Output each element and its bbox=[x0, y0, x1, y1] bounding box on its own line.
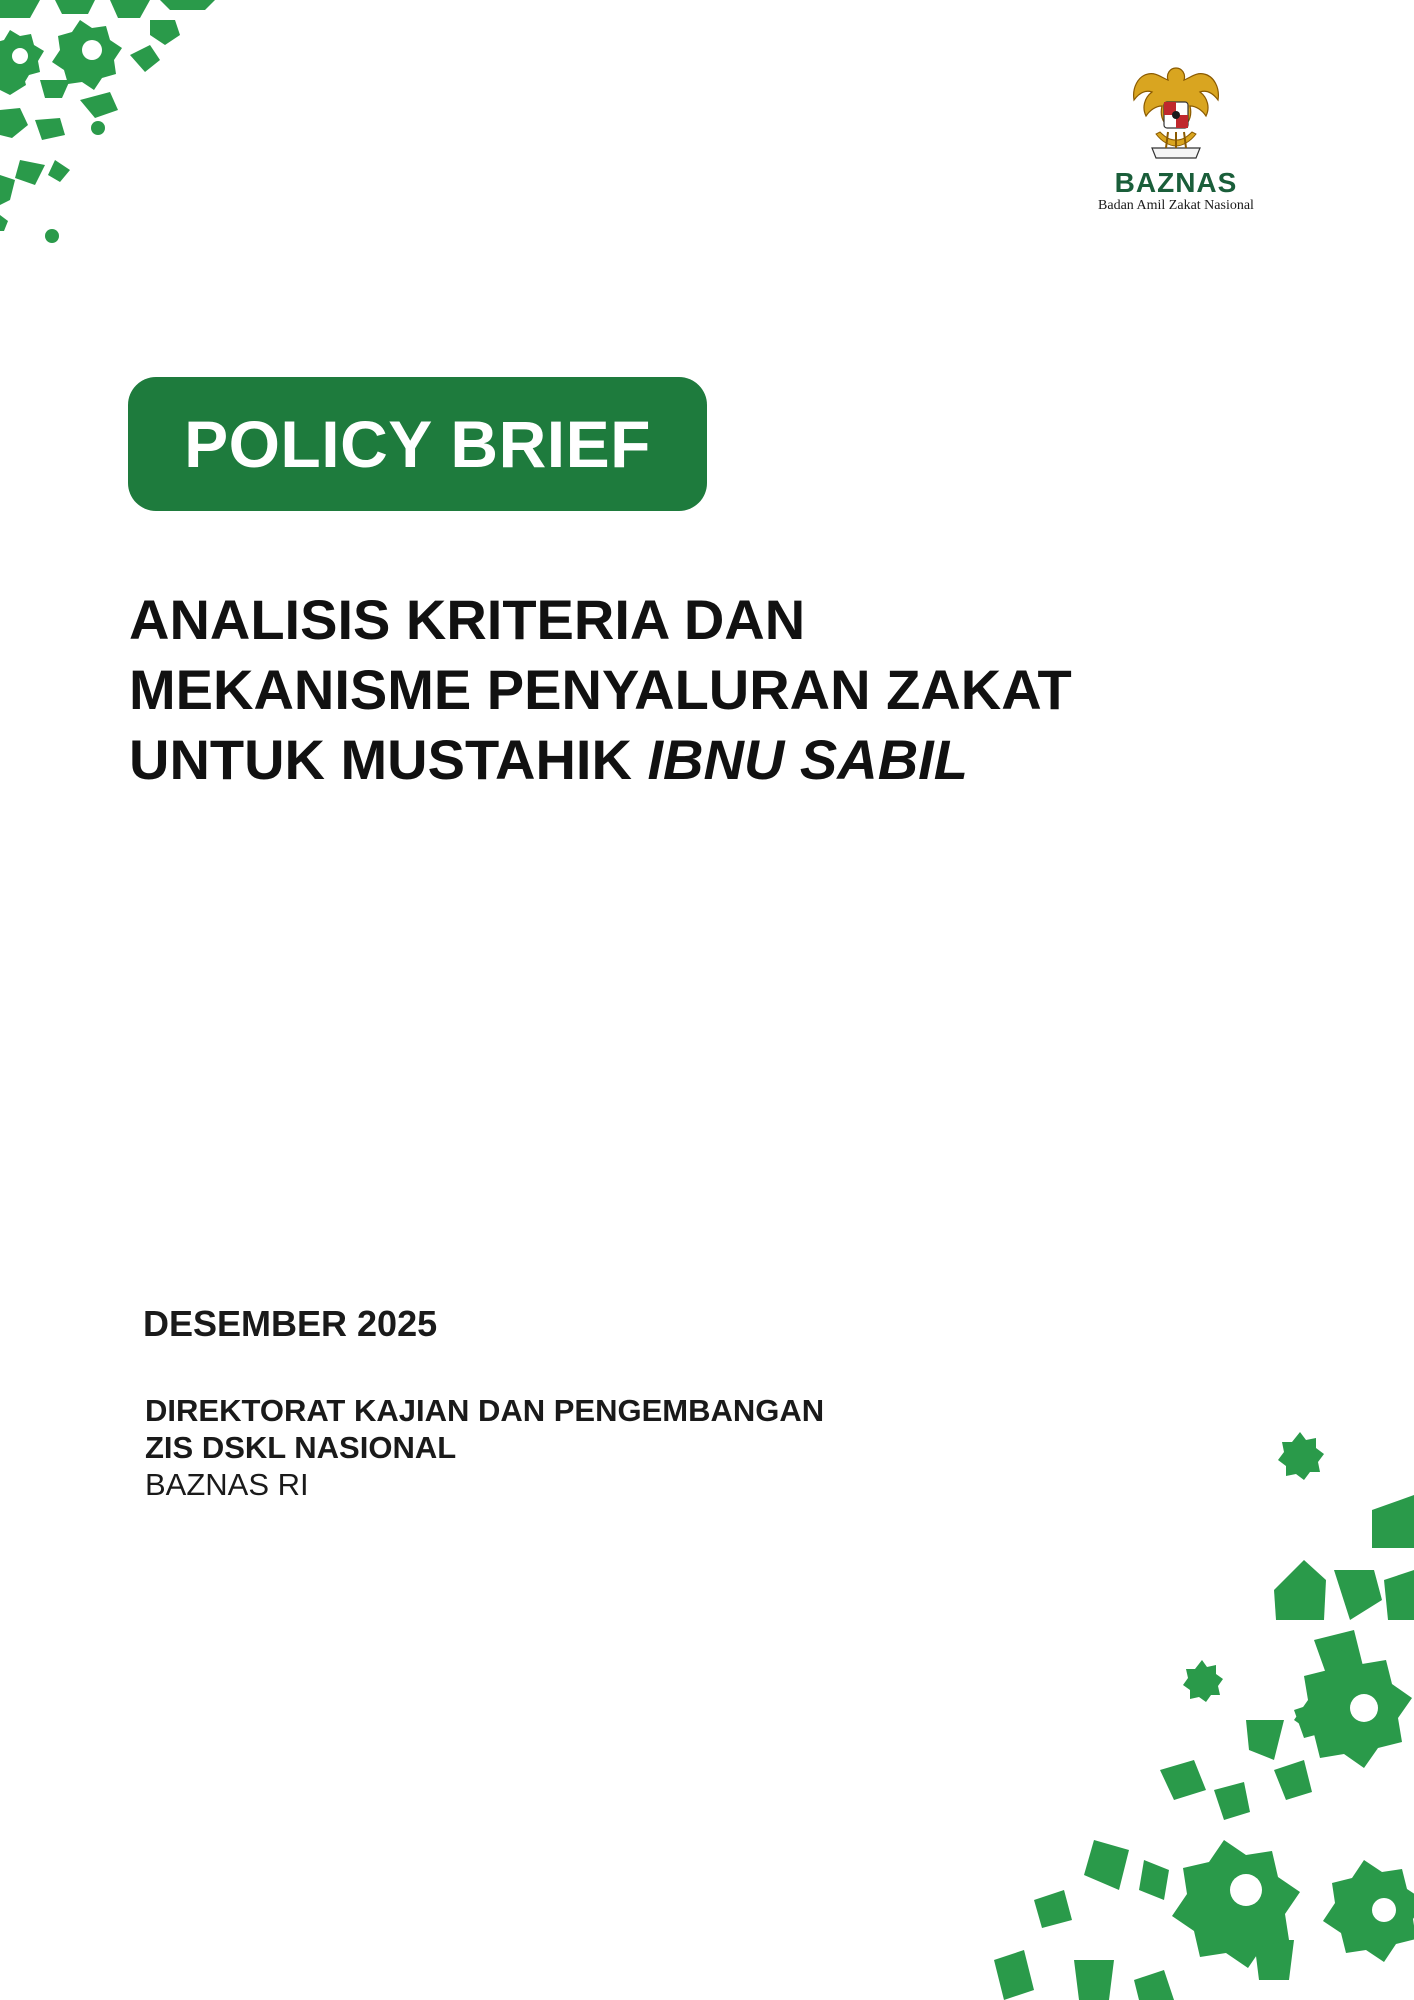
islamic-pattern-icon bbox=[0, 0, 230, 250]
org-name: BAZNAS bbox=[1114, 167, 1238, 198]
publisher-block bbox=[145, 1392, 824, 1503]
publisher-line-3: BAZNAS RI bbox=[145, 1467, 309, 1502]
publication-date: DESEMBER 2025 bbox=[143, 1303, 438, 1344]
publisher-line-1: DIREKTORAT KAJIAN DAN PENGEMBANGAN bbox=[145, 1393, 825, 1428]
title-line-2: MEKANISME PENYALURAN ZAKAT bbox=[129, 658, 1072, 721]
ornament-bottom-right bbox=[894, 1420, 1414, 2000]
title-line-3 bbox=[129, 725, 1229, 795]
garuda-emblem-icon bbox=[1126, 62, 1226, 166]
islamic-pattern-icon bbox=[894, 1420, 1414, 2000]
publisher-line-2: ZIS DSKL NASIONAL bbox=[145, 1430, 457, 1465]
org-subtitle: Badan Amil Zakat Nasional bbox=[1098, 198, 1254, 213]
baznas-logo bbox=[1066, 62, 1286, 214]
document-title bbox=[129, 585, 1229, 795]
policy-brief-badge: POLICY BRIEF bbox=[128, 377, 707, 511]
title-line-3-italic: IBNU SABIL bbox=[647, 728, 968, 791]
title-line-3-plain: UNTUK MUSTAHIK bbox=[129, 728, 648, 791]
title-line-1: ANALISIS KRITERIA DAN bbox=[129, 588, 806, 651]
ornament-top-left bbox=[0, 0, 230, 250]
